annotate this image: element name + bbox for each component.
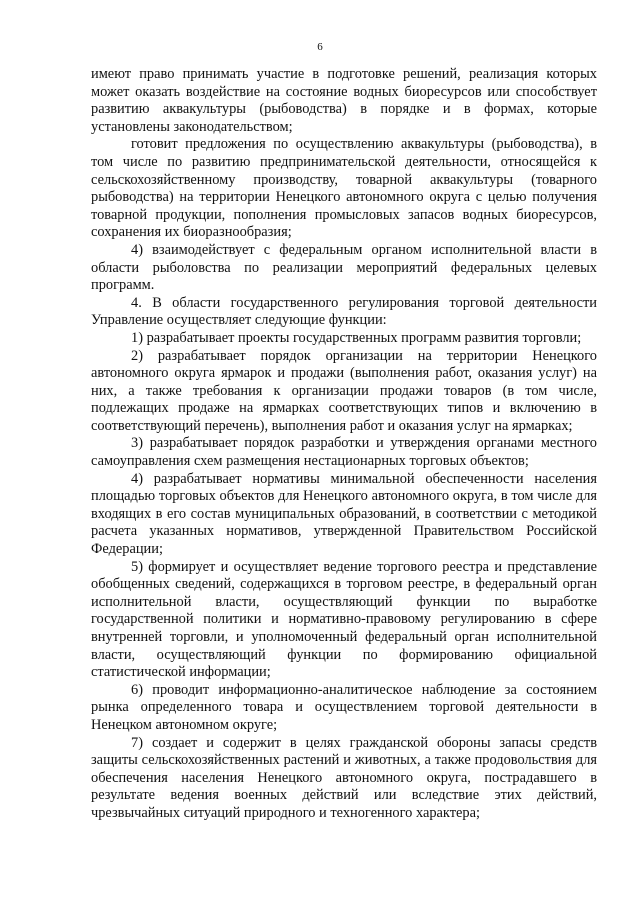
paragraph-trade-item-2: 2) разрабатывает порядок организации на территории Ненецкого автономного округа ярмарок и продажи (выполнения работ, оказания услуг) на них, а также требования к организации продажи товаров (в том числе, подлежащих продаже на ярмарках соответствующих типов и включению в соответствующий перечень), выполнения работ и оказания услуг на ярмарках; [91, 347, 597, 434]
paragraph-continuation: имеют право принимать участие в подготовке решений, реализация которых может оказать воздействие на состояние водных биоресурсов или способствует развитию аквакультуры (рыбоводства) в порядке и в формах, которые установлены законодательством; [91, 66, 597, 135]
paragraph-trade-item-5: 5) формирует и осуществляет ведение торгового реестра и представление обобщенных сведений, содержащихся в торговом реестре, в федеральный орган исполнительной власти, осуществляющий функции по выработке государственной политики и нормативно-правовому регулированию в сфере внутренней торговли, и уполномоченный федеральный орган исполнительной власти, осуществляющий функции по формированию официальной статистической информации; [91, 558, 597, 681]
paragraph-trade-item-4: 4) разрабатывает нормативы минимальной обеспеченности населения площадью торговых объектов для Ненецкого автономного округа, в том числе для входящих в его состав муниципальных образований, в соответствии с методикой расчета указанных нормативов, утвержденной Правительством Российской Федерации; [91, 470, 597, 558]
document-body [91, 66, 597, 823]
paragraph-trade-item-7: 7) создает и содержит в целях гражданской обороны запасы средств защиты сельскохозяйственных растений и животных, а также продовольствия для обеспечения населения Ненецкого автономного округа, пострадавшего в результате ведения военных действий или вследствие этих действий, чрезвычайных ситуаций природного и техногенного характера; [91, 734, 597, 821]
page-number: 6 [317, 41, 323, 53]
paragraph-trade-item-3: 3) разрабатывает порядок разработки и утверждения органами местного самоуправления схем размещения нестационарных торговых объектов; [91, 435, 597, 470]
paragraph-trade-item-1: 1) разрабатывает проекты государственных программ развития торговли; [131, 329, 582, 346]
paragraph-trade-item-6: 6) проводит информационно-аналитическое наблюдение за состоянием рынка определенного товара и осуществлением торговой деятельности в Ненецком автономном округе; [91, 681, 597, 733]
paragraph-aquaculture-proposals: готовит предложения по осуществлению аквакультуры (рыбоводства), в том числе по развитию предпринимательской деятельности, относящейся к сельскохозяйственному производству, товарной аквакультуры (товарного рыбоводства) на территории Ненецкого автономного округа с целью получения товарной продукции, пополнения промысловых запасов водных биоресурсов, сохранения их биоразнообразия; [91, 136, 597, 241]
paragraph-item-4-fisheries: 4) взаимодействует с федеральным органом исполнительной власти в области рыболовства по реализации мероприятий федеральных целевых программ. [91, 241, 597, 294]
paragraph-section-4-trade: 4. В области государственного регулирования торговой деятельности Управление осуществляет следующие функции: [91, 294, 597, 329]
